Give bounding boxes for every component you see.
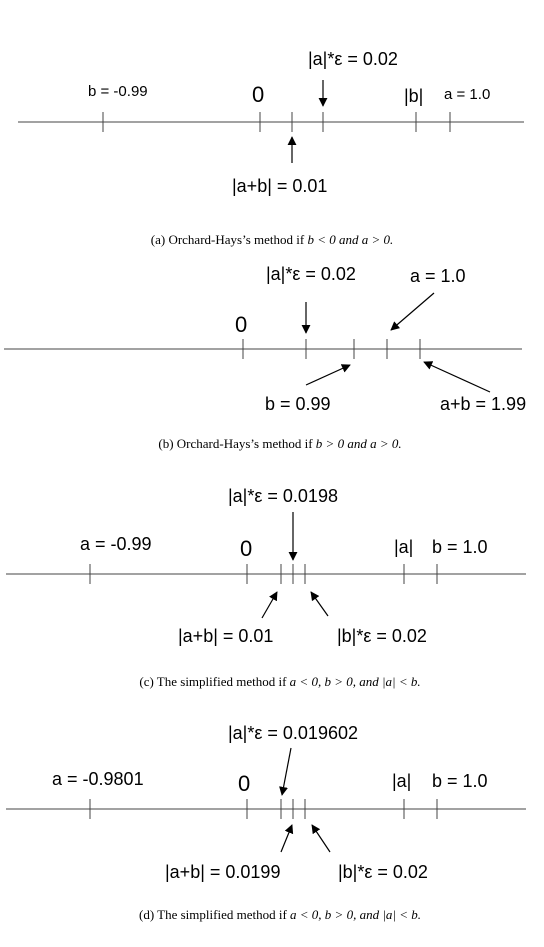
caption (139, 907, 421, 922)
label-a-eps: |a|*ε = 0.019602 (228, 723, 358, 743)
label-zero: 0 (240, 536, 253, 561)
panel-a (18, 49, 524, 247)
label-a: a = 1.0 (444, 86, 491, 103)
caption-expr: a < 0, b > 0, and |a| < b. (290, 907, 422, 922)
arrow-a (391, 293, 434, 330)
label-apb: |a+b| = 0.01 (178, 626, 274, 646)
label-b: b = 0.99 (265, 394, 331, 414)
caption-expr: b < 0 and a > 0. (307, 232, 394, 247)
arrow-b-eps (312, 825, 330, 852)
caption (158, 436, 401, 451)
caption-expr: a < 0, b > 0, and |a| < b. (289, 674, 421, 689)
label-a: a = -0.99 (80, 534, 152, 554)
label-b-eps: |b|*ε = 0.02 (338, 862, 428, 882)
label-a-eps: |a|*ε = 0.02 (308, 49, 398, 69)
panel-b (4, 264, 526, 451)
arrow-apb (262, 592, 277, 618)
label-abs-b: |b| (404, 86, 424, 106)
label-b: b = -0.99 (88, 83, 148, 100)
caption-prefix: (a) Orchard-Hays’s method if (150, 232, 308, 247)
label-zero: 0 (252, 82, 265, 107)
arrow-a-eps (282, 748, 291, 795)
label-zero: 0 (238, 771, 251, 796)
caption-prefix: (c) The simplified method if (139, 674, 290, 689)
arrow-apb (281, 825, 292, 852)
arrow-b (306, 365, 350, 385)
caption (139, 674, 420, 689)
label-abs-a: |a| (394, 537, 414, 557)
panel-c (6, 486, 526, 689)
label-abs-a: |a| (392, 771, 412, 791)
label-apb: |a+b| = 0.01 (232, 176, 328, 196)
caption-prefix: (d) The simplified method if (138, 907, 291, 922)
arrow-b-eps (311, 592, 328, 616)
label-a: a = -0.9801 (52, 769, 144, 789)
label-apb: |a+b| = 0.0199 (165, 862, 281, 882)
caption (151, 232, 393, 247)
label-a-eps: |a|*ε = 0.0198 (228, 486, 338, 506)
label-a: a = 1.0 (410, 266, 466, 286)
label-apb: a+b = 1.99 (440, 394, 527, 414)
label-zero: 0 (235, 312, 248, 337)
label-b-eps: |b|*ε = 0.02 (337, 626, 427, 646)
label-a-eps: |a|*ε = 0.02 (266, 264, 356, 284)
arrow-apb (424, 362, 490, 392)
label-b: b = 1.0 (432, 537, 488, 557)
label-b: b = 1.0 (432, 771, 488, 791)
panel-d (6, 723, 526, 922)
caption-prefix: (b) Orchard-Hays’s method if (158, 436, 316, 451)
caption-expr: b > 0 and a > 0. (315, 436, 402, 451)
